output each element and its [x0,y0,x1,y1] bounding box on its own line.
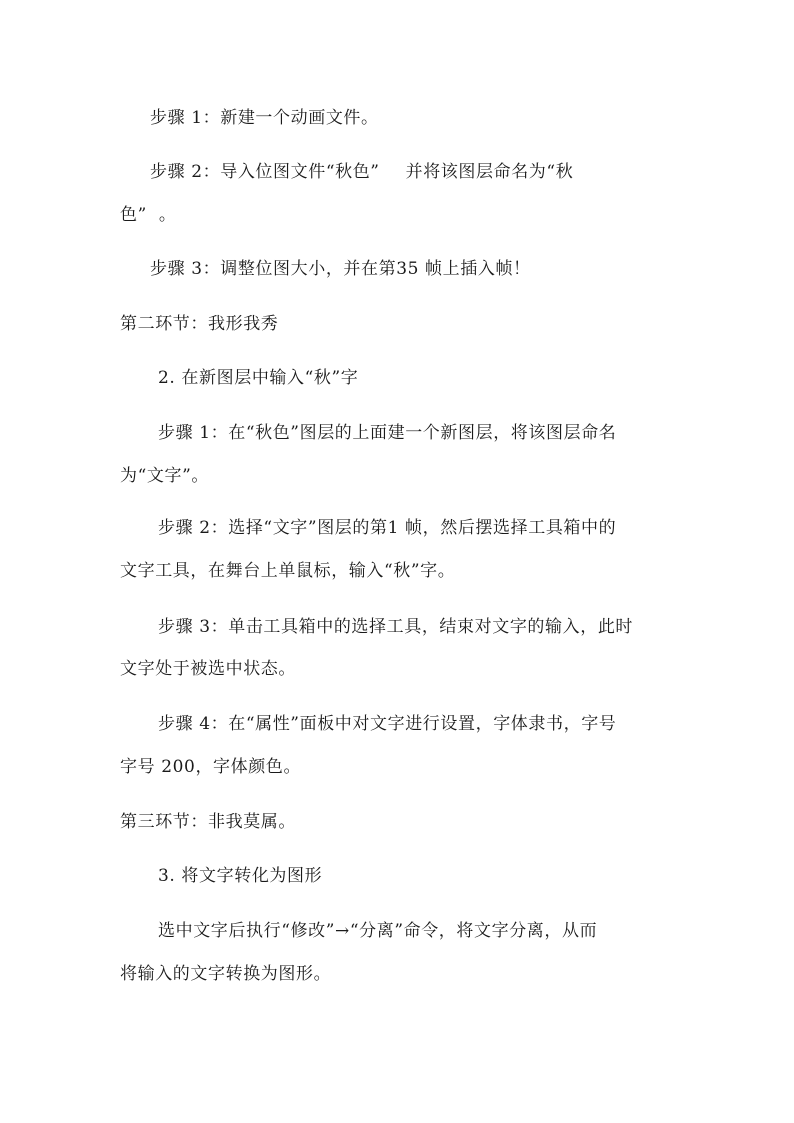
section-heading-part-3: 第三环节：非我莫属。 [120,812,296,832]
step-2-continuation: 色” 。 [120,205,177,225]
step-2-import-bitmap [150,162,573,182]
step-4-properties-panel: 步骤 4：在“属性”面板中对文字进行设置，字体隶书，字号 [158,714,617,734]
subheading-2-input-text: 2. 在新图层中输入“秋”字 [158,368,359,388]
step-1-new-layer: 步骤 1：在“秋色”图层的上面建一个新图层，将该图层命名 [158,423,617,443]
section-heading-part-2: 第二环节：我形我秀 [120,314,279,334]
convert-instruction-continuation: 将输入的文字转换为图形。 [120,964,332,984]
step-2-import-bitmap-part-1: 步骤 2：导入位图文件“秋色” [150,162,380,182]
step-3-selection-tool-continuation: 文字处于被选中状态。 [120,659,296,679]
step-2-import-bitmap-part-2: 并将该图层命名为“秋 [405,162,574,182]
step-3-resize-bitmap: 步骤 3：调整位图大小，并在第35 帧上插入帧！ [150,259,531,279]
subheading-3-convert-text: 3. 将文字转化为图形 [158,866,323,886]
step-2-select-frame: 步骤 2：选择“文字”图层的第1 帧，然后摆选择工具箱中的 [158,518,617,538]
step-1-create-file: 步骤 1：新建一个动画文件。 [150,108,379,128]
step-2-select-frame-continuation: 文字工具，在舞台上单鼠标，输入“秋”字。 [120,561,456,581]
step-3-selection-tool: 步骤 3：单击工具箱中的选择工具，结束对文字的输入，此时 [158,617,634,637]
step-1-new-layer-continuation: 为“文字”。 [120,466,209,486]
step-4-properties-panel-continuation: 字号 200，字体颜色。 [120,757,302,777]
convert-instruction: 选中文字后执行“修改”→“分离”命令，将文字分离，从而 [158,921,598,941]
